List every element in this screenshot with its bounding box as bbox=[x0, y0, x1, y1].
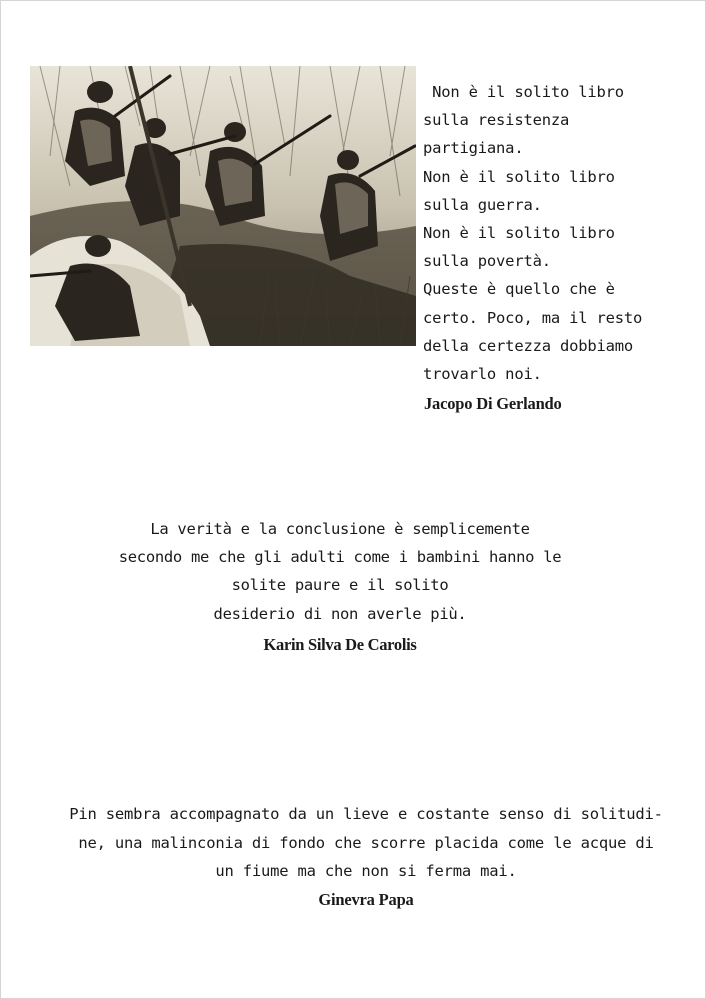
quote-author: Jacopo Di Gerlando bbox=[424, 394, 562, 414]
quote-line: Non è il solito libro bbox=[423, 83, 624, 101]
quote-line: un fiume ma che non si ferma mai. bbox=[215, 862, 517, 880]
quote-line: La verità e la conclusione è semplicemente bbox=[150, 520, 530, 538]
quote-author: Ginevra Papa bbox=[318, 889, 414, 909]
quote-line: Non è il solito libro bbox=[423, 224, 615, 243]
quote-line: sulla guerra. bbox=[423, 195, 542, 214]
quote-line: solite paure e il solito bbox=[231, 576, 449, 595]
quote-karin bbox=[60, 515, 620, 659]
quote-line: secondo me che gli adulti come i bambini hanno le bbox=[118, 548, 562, 567]
quote-line: Queste è quello che è bbox=[423, 280, 615, 299]
quote-jacopo bbox=[423, 78, 693, 418]
quote-line: desiderio di non averle più. bbox=[213, 604, 467, 623]
partisans-photo bbox=[30, 66, 416, 346]
quote-line: Pin sembra accompagnato da un lieve e costante senso di solitudi- bbox=[69, 805, 663, 823]
quote-ginevra bbox=[40, 800, 692, 914]
quote-line: sulla resistenza bbox=[423, 111, 570, 130]
quote-line: partigiana. bbox=[423, 139, 524, 158]
quote-line: della certezza dobbiamo bbox=[423, 336, 634, 355]
quote-line: certo. Poco, ma il resto bbox=[423, 308, 643, 327]
quote-line: ne, una malinconia di fondo che scorre placida come le acque di bbox=[78, 833, 654, 852]
quote-line: sulla povertà. bbox=[423, 252, 551, 271]
quote-line: trovarlo noi. bbox=[423, 365, 542, 384]
quote-author: Karin Silva De Carolis bbox=[263, 634, 417, 654]
quote-line: Non è il solito libro bbox=[423, 167, 615, 186]
